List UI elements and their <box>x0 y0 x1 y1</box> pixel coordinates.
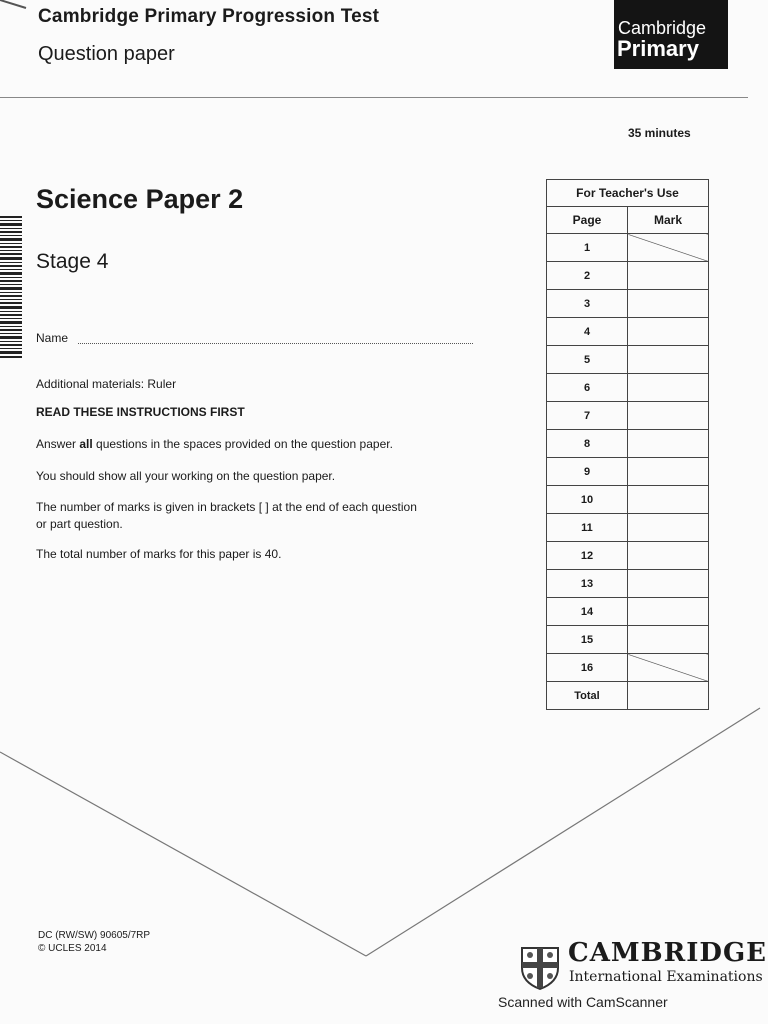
page-number-cell: 3 <box>547 290 628 318</box>
mark-cell[interactable] <box>628 514 709 542</box>
mark-row <box>547 598 709 626</box>
logo-line-1: Cambridge <box>618 18 707 38</box>
page-number-cell: 11 <box>547 514 628 542</box>
mark-column-header: Mark <box>628 207 709 234</box>
stage-label: Stage 4 <box>36 250 109 273</box>
mark-row <box>547 374 709 402</box>
mark-cell[interactable] <box>628 318 709 346</box>
page-number-cell: 15 <box>547 626 628 654</box>
cambridge-shield-icon <box>520 946 560 990</box>
copyright-line: © UCLES 2014 <box>38 943 107 954</box>
mark-cell[interactable] <box>628 486 709 514</box>
page-number-cell: 4 <box>547 318 628 346</box>
test-series-title: Cambridge Primary Progression Test <box>38 6 380 27</box>
mark-cell[interactable] <box>628 654 709 682</box>
mark-cell[interactable] <box>628 374 709 402</box>
mark-row <box>547 542 709 570</box>
scanner-watermark: Scanned with CamScanner <box>498 994 668 1010</box>
page-number-cell: 1 <box>547 234 628 262</box>
cambridge-brand-subtitle: International Examinations <box>569 969 763 985</box>
name-field-label: Name <box>36 331 69 345</box>
document-code <box>38 929 150 955</box>
instruction-1-bold: all <box>79 437 93 451</box>
mark-cell[interactable] <box>628 598 709 626</box>
instruction-1-post: questions in the spaces provided on the question paper. <box>92 437 393 451</box>
page-number-cell: 7 <box>547 402 628 430</box>
mark-cell[interactable] <box>628 262 709 290</box>
mark-row <box>547 402 709 430</box>
teacher-use-caption: For Teacher's Use <box>547 180 709 207</box>
mark-row <box>547 654 709 682</box>
total-mark-cell[interactable] <box>628 682 709 710</box>
instruction-3a: The number of marks is given in brackets [ ] at the end of each question <box>36 500 417 514</box>
mark-cell[interactable] <box>628 542 709 570</box>
mark-row <box>547 290 709 318</box>
instruction-3b: or part question. <box>36 517 123 531</box>
instructions-heading: READ THESE INSTRUCTIONS FIRST <box>36 405 245 419</box>
document-code-line: DC (RW/SW) 90605/7RP <box>38 930 151 941</box>
page-number-cell: 2 <box>547 262 628 290</box>
mark-row <box>547 570 709 598</box>
page-number-cell: 10 <box>547 486 628 514</box>
mark-cell[interactable] <box>628 430 709 458</box>
header-divider <box>0 97 748 98</box>
page-number-cell: 6 <box>547 374 628 402</box>
mark-cell[interactable] <box>628 346 709 374</box>
mark-cell[interactable] <box>628 458 709 486</box>
page-number-cell: 16 <box>547 654 628 682</box>
mark-cell[interactable] <box>628 626 709 654</box>
barcode-icon <box>0 216 22 360</box>
teacher-use-table <box>546 179 709 710</box>
mark-row <box>547 430 709 458</box>
page-column-header: Page <box>547 207 628 234</box>
instruction-4: The total number of marks for this paper is 40. <box>36 547 282 561</box>
mark-row <box>547 346 709 374</box>
mark-cell[interactable] <box>628 570 709 598</box>
total-row <box>547 682 709 710</box>
instruction-2: You should show all your working on the question paper. <box>36 469 336 483</box>
cambridge-primary-logo <box>614 0 728 69</box>
name-write-line <box>78 343 473 344</box>
mark-row <box>547 514 709 542</box>
additional-materials: Additional materials: Ruler <box>36 377 177 391</box>
mark-row <box>547 262 709 290</box>
mark-row <box>547 486 709 514</box>
logo-line-2: Primary <box>617 36 699 61</box>
page-number-cell: 5 <box>547 346 628 374</box>
mark-row <box>547 318 709 346</box>
page-number-cell: 8 <box>547 430 628 458</box>
paper-title: Science Paper 2 <box>36 184 244 214</box>
page-number-cell: 12 <box>547 542 628 570</box>
mark-cell[interactable] <box>628 234 709 262</box>
mark-cell[interactable] <box>628 290 709 318</box>
instruction-1-pre: Answer <box>36 437 80 451</box>
duration-label: 35 minutes <box>628 126 691 140</box>
cambridge-brand: CAMBRIDGE <box>568 938 767 968</box>
mark-row <box>547 626 709 654</box>
page-number-cell: 13 <box>547 570 628 598</box>
page-number-cell: 14 <box>547 598 628 626</box>
page-number-cell: 9 <box>547 458 628 486</box>
mark-cell[interactable] <box>628 402 709 430</box>
question-paper-label: Question paper <box>38 43 175 65</box>
total-label: Total <box>547 682 628 710</box>
mark-row <box>547 234 709 262</box>
instruction-1 <box>36 437 393 451</box>
mark-row <box>547 458 709 486</box>
